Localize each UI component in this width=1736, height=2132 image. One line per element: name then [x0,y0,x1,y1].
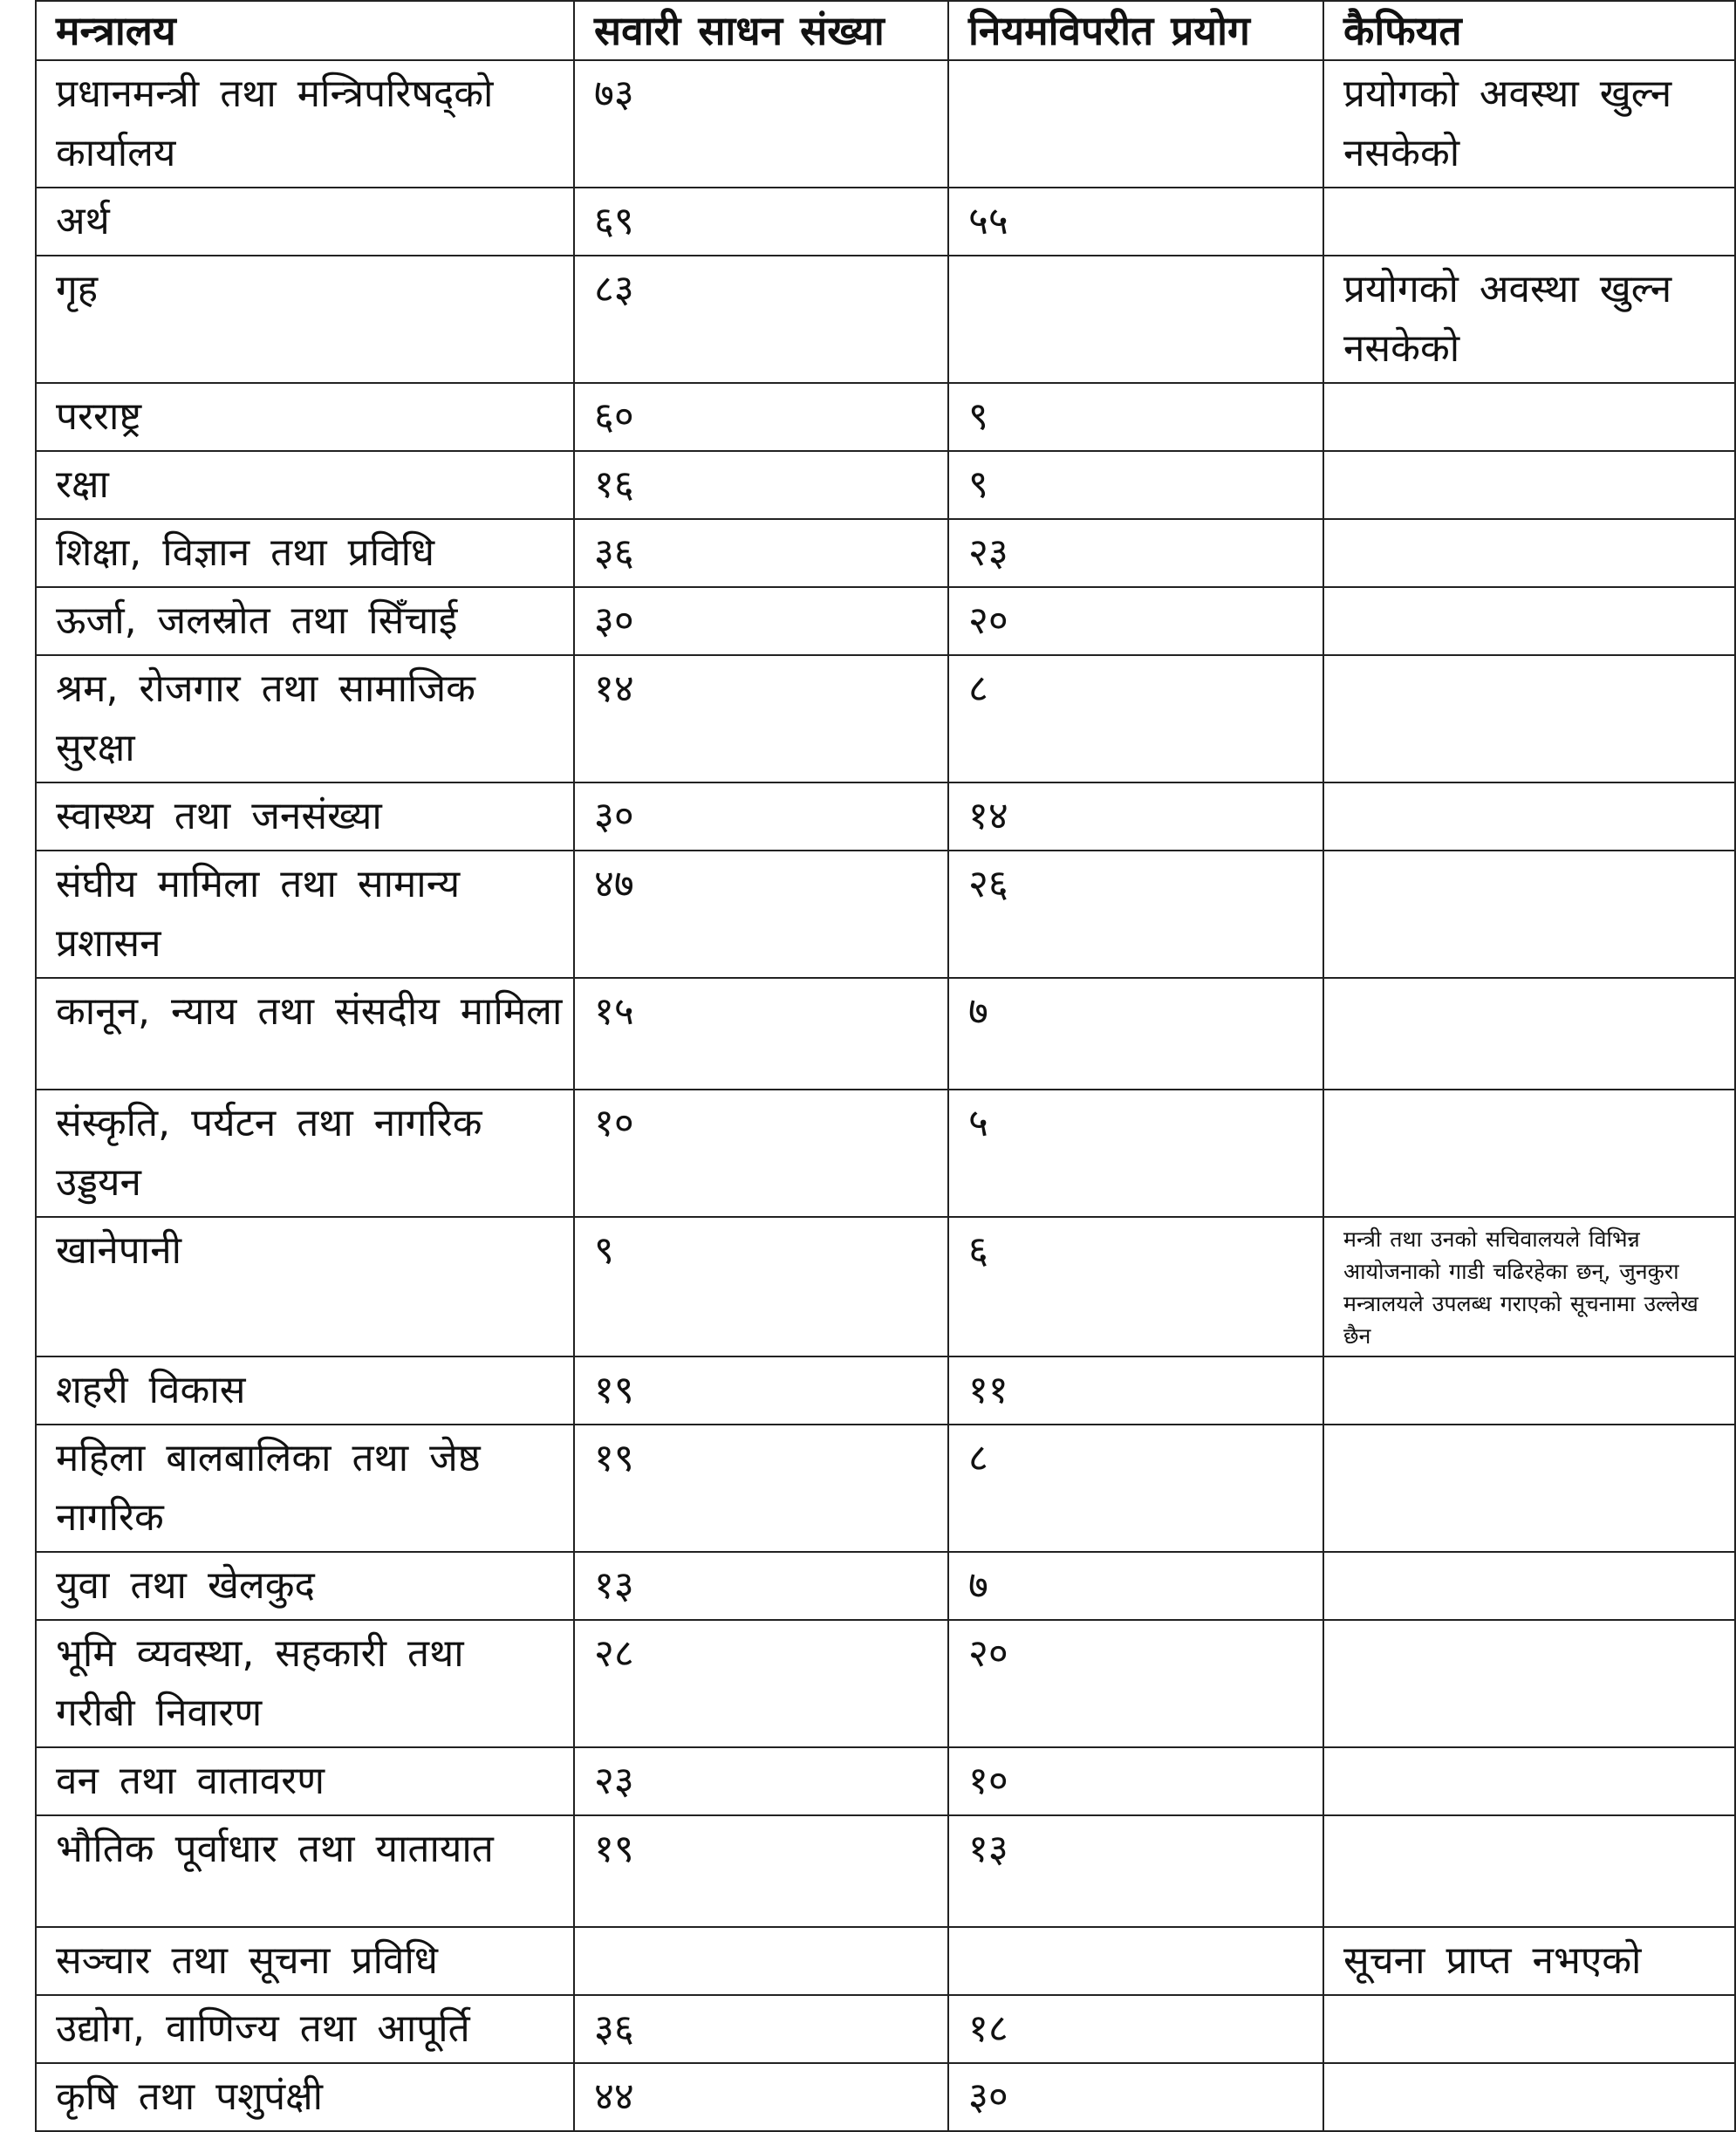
cell-misuse: ९ [948,451,1323,519]
table-row [36,1995,1735,2063]
cell-remarks [1323,2063,1735,2131]
cell-ministry: युवा तथा खेलकुद [36,1552,574,1620]
cell-remarks [1323,1995,1735,2063]
cell-vehicles: १४ [574,655,948,782]
cell-ministry: संघीय मामिला तथा सामान्य प्रशासन [36,851,574,978]
table-row [36,978,1735,1090]
cell-vehicles: ४४ [574,2063,948,2131]
cell-misuse: १३ [948,1815,1323,1927]
cell-vehicles: १९ [574,1356,948,1425]
cell-misuse: १८ [948,1995,1323,2063]
cell-remarks [1323,1620,1735,1747]
cell-ministry: महिला बालबालिका तथा जेष्ठ नागरिक [36,1425,574,1552]
cell-misuse [948,1927,1323,1995]
table-row [36,1090,1735,1217]
cell-ministry: शहरी विकास [36,1356,574,1425]
cell-ministry: शिक्षा, विज्ञान तथा प्रविधि [36,519,574,587]
table-row [36,1552,1735,1620]
cell-misuse: २३ [948,519,1323,587]
cell-ministry: खानेपानी [36,1217,574,1356]
cell-vehicles: ३० [574,782,948,851]
table-row [36,188,1735,256]
cell-ministry: संस्कृति, पर्यटन तथा नागरिक उड्डयन [36,1090,574,1217]
table-row [36,1425,1735,1552]
cell-vehicles: ६० [574,383,948,451]
table-row [36,2063,1735,2131]
cell-misuse: ९ [948,383,1323,451]
cell-misuse: १४ [948,782,1323,851]
table-row [36,1620,1735,1747]
cell-remarks [1323,451,1735,519]
cell-ministry: कानून, न्याय तथा संसदीय मामिला [36,978,574,1090]
cell-vehicles [574,1927,948,1995]
cell-ministry: ऊर्जा, जलस्रोत तथा सिँचाई [36,587,574,655]
cell-ministry: रक्षा [36,451,574,519]
cell-ministry: प्रधानमन्त्री तथा मन्त्रिपरिषद्को कार्यालय [36,60,574,188]
cell-misuse: ३० [948,2063,1323,2131]
cell-vehicles: ६९ [574,188,948,256]
cell-remarks [1323,1552,1735,1620]
cell-misuse: ११ [948,1356,1323,1425]
cell-vehicles: २३ [574,1747,948,1815]
table-row [36,1356,1735,1425]
table-row [36,256,1735,383]
cell-remarks [1323,519,1735,587]
cell-misuse: ८ [948,1425,1323,1552]
cell-ministry: स्वास्थ्य तथा जनसंख्या [36,782,574,851]
cell-remarks [1323,587,1735,655]
cell-remarks [1323,1425,1735,1552]
cell-vehicles: ८३ [574,256,948,383]
cell-misuse: ७ [948,1552,1323,1620]
table-row [36,851,1735,978]
cell-remarks [1323,188,1735,256]
cell-vehicles: १३ [574,1552,948,1620]
table-row [36,1217,1735,1356]
table-row [36,519,1735,587]
cell-remarks [1323,383,1735,451]
cell-misuse: ८ [948,655,1323,782]
cell-ministry: उद्योग, वाणिज्य तथा आपूर्ति [36,1995,574,2063]
cell-remarks [1323,1090,1735,1217]
cell-ministry: गृह [36,256,574,383]
cell-remarks: प्रयोगको अवस्था खुल्न नसकेको [1323,256,1735,383]
header-misuse: नियमविपरीत प्रयोग [948,1,1323,60]
cell-ministry: कृषि तथा पशुपंक्षी [36,2063,574,2131]
cell-misuse: १० [948,1747,1323,1815]
cell-remarks [1323,1356,1735,1425]
cell-remarks: प्रयोगको अवस्था खुल्न नसकेको [1323,60,1735,188]
cell-remarks: सूचना प्राप्त नभएको [1323,1927,1735,1995]
cell-misuse: ६ [948,1217,1323,1356]
cell-misuse: २० [948,587,1323,655]
cell-remarks [1323,655,1735,782]
cell-vehicles: ३० [574,587,948,655]
cell-ministry: परराष्ट्र [36,383,574,451]
cell-remarks [1323,1747,1735,1815]
cell-misuse [948,60,1323,188]
header-ministry: मन्त्रालय [36,1,574,60]
cell-ministry: सञ्चार तथा सूचना प्रविधि [36,1927,574,1995]
cell-remarks: मन्त्री तथा उनको सचिवालयले विभिन्न आयोजनाको गाडी चढिरहेका छन्, जुनकुरा मन्त्रालयले उपलब्ध गराएको सूचनामा उल्लेख छैन [1323,1217,1735,1356]
cell-ministry: भूमि व्यवस्था, सहकारी तथा गरीबी निवारण [36,1620,574,1747]
cell-vehicles: ९ [574,1217,948,1356]
cell-ministry: वन तथा वातावरण [36,1747,574,1815]
cell-vehicles: १९ [574,1425,948,1552]
cell-remarks [1323,1815,1735,1927]
cell-vehicles: ४७ [574,851,948,978]
cell-vehicles: १६ [574,451,948,519]
table-row [36,1747,1735,1815]
cell-misuse: ५५ [948,188,1323,256]
header-remarks: कैफियत [1323,1,1735,60]
document-page [35,0,1734,2132]
cell-remarks [1323,782,1735,851]
cell-ministry: अर्थ [36,188,574,256]
cell-vehicles: १० [574,1090,948,1217]
header-vehicle-count: सवारी साधन संख्या [574,1,948,60]
table-row [36,1815,1735,1927]
table-row [36,60,1735,188]
ministry-vehicle-table [35,0,1736,2132]
cell-ministry: श्रम, रोजगार तथा सामाजिक सुरक्षा [36,655,574,782]
table-row [36,655,1735,782]
table-row [36,587,1735,655]
table-row [36,782,1735,851]
cell-vehicles: ७३ [574,60,948,188]
cell-remarks [1323,978,1735,1090]
cell-vehicles: ३६ [574,519,948,587]
cell-vehicles: १५ [574,978,948,1090]
cell-misuse: ५ [948,1090,1323,1217]
cell-vehicles: ३६ [574,1995,948,2063]
cell-misuse [948,256,1323,383]
cell-misuse: २० [948,1620,1323,1747]
cell-misuse: ७ [948,978,1323,1090]
cell-vehicles: २८ [574,1620,948,1747]
cell-remarks [1323,851,1735,978]
table-row [36,383,1735,451]
table-row [36,451,1735,519]
cell-ministry: भौतिक पूर्वाधार तथा यातायात [36,1815,574,1927]
table-row [36,1927,1735,1995]
cell-vehicles: १९ [574,1815,948,1927]
header-row [36,1,1735,60]
cell-misuse: २६ [948,851,1323,978]
